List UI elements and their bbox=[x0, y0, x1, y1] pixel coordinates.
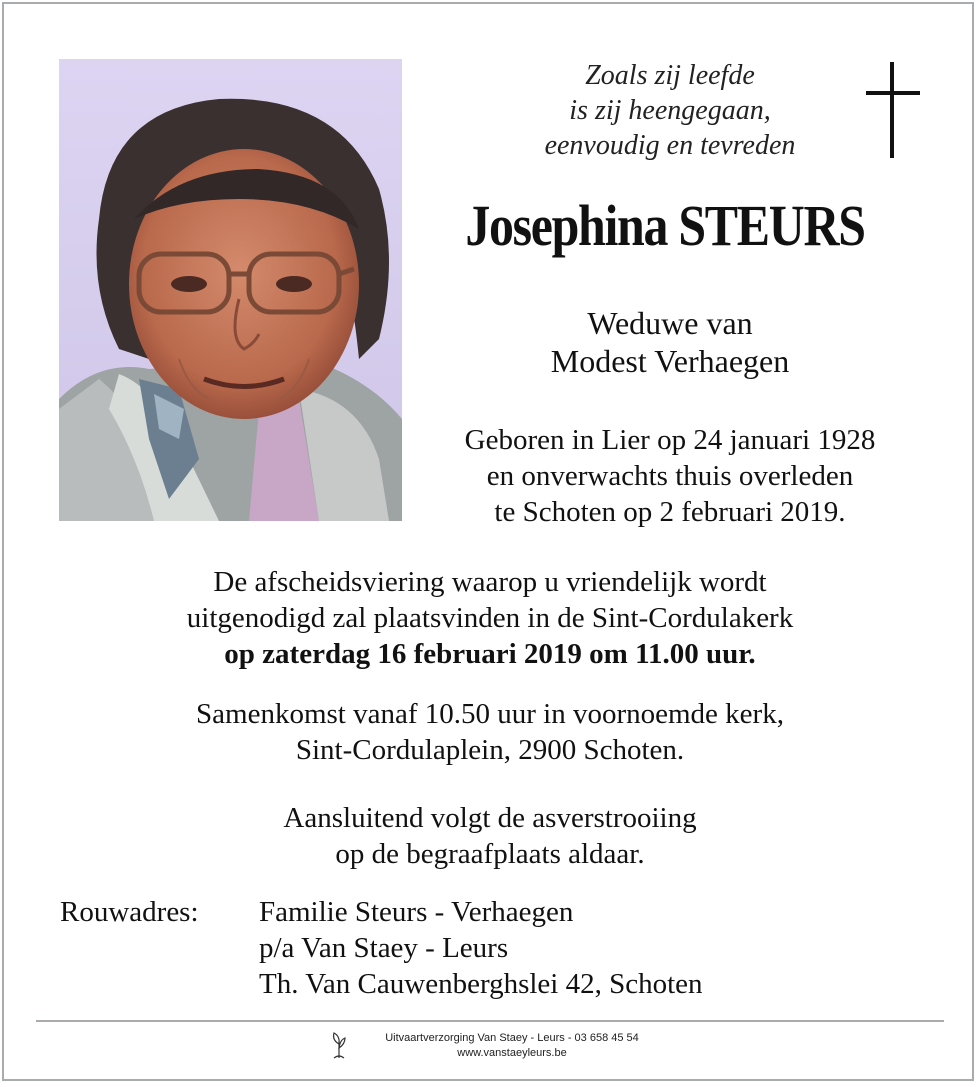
quote-line: Zoals zij leefde bbox=[585, 60, 755, 91]
ceremony-line: uitgenodigd zal plaatsvinden in de Sint-Cordulakerk bbox=[186, 602, 794, 634]
address-line: p/a Van Staey - Leurs bbox=[259, 932, 509, 964]
tree-leaf-logo-icon bbox=[330, 1030, 348, 1065]
widow-line: Weduwe van bbox=[587, 305, 753, 341]
death-line: en onverwachts thuis overleden bbox=[486, 460, 854, 492]
ceremony-info bbox=[40, 564, 940, 672]
ash-scattering-info bbox=[40, 800, 940, 872]
quote bbox=[420, 58, 920, 163]
funeral-home-contact: Uitvaartverzorging Van Staey - Leurs - 03 658 45 54 bbox=[385, 1032, 639, 1044]
birth-death-info bbox=[410, 422, 930, 530]
footer-divider bbox=[36, 1020, 944, 1022]
following-line: op de begraafplaats aldaar. bbox=[335, 838, 645, 870]
gathering-address: Sint-Cordulaplein, 2900 Schoten. bbox=[295, 734, 685, 766]
widow-of bbox=[420, 304, 920, 380]
funeral-home-footer bbox=[330, 1028, 670, 1064]
funeral-home-website[interactable]: www.vanstaeyleurs.be bbox=[457, 1047, 567, 1059]
quote-line: eenvoudig en tevreden bbox=[544, 130, 796, 161]
spouse-name: Modest Verhaegen bbox=[550, 343, 790, 379]
gathering-line: Samenkomst vanaf 10.50 uur in voornoemde kerk, bbox=[196, 698, 784, 730]
mourning-address bbox=[259, 894, 703, 1002]
ceremony-date: op zaterdag 16 februari 2019 om 11.00 uur. bbox=[224, 638, 756, 670]
following-line: Aansluitend volgt de asverstrooiing bbox=[283, 802, 697, 834]
death-place-line: te Schoten op 2 februari 2019. bbox=[494, 496, 846, 528]
deceased-name: Josephina STEURS bbox=[465, 193, 865, 258]
portrait-photo bbox=[59, 59, 402, 521]
birth-line: Geboren in Lier op 24 januari 1928 bbox=[464, 424, 876, 456]
address-line: Th. Van Cauwenberghslei 42, Schoten bbox=[259, 968, 703, 1000]
ceremony-line: De afscheidsviering waarop u vriendelijk wordt bbox=[213, 566, 767, 598]
gathering-info bbox=[40, 696, 940, 768]
address-line: Familie Steurs - Verhaegen bbox=[259, 896, 574, 928]
footer-text bbox=[352, 1031, 672, 1061]
quote-line: is zij heengegaan, bbox=[569, 95, 771, 126]
address-label: Rouwadres: bbox=[60, 896, 199, 928]
cross-icon bbox=[862, 60, 924, 165]
